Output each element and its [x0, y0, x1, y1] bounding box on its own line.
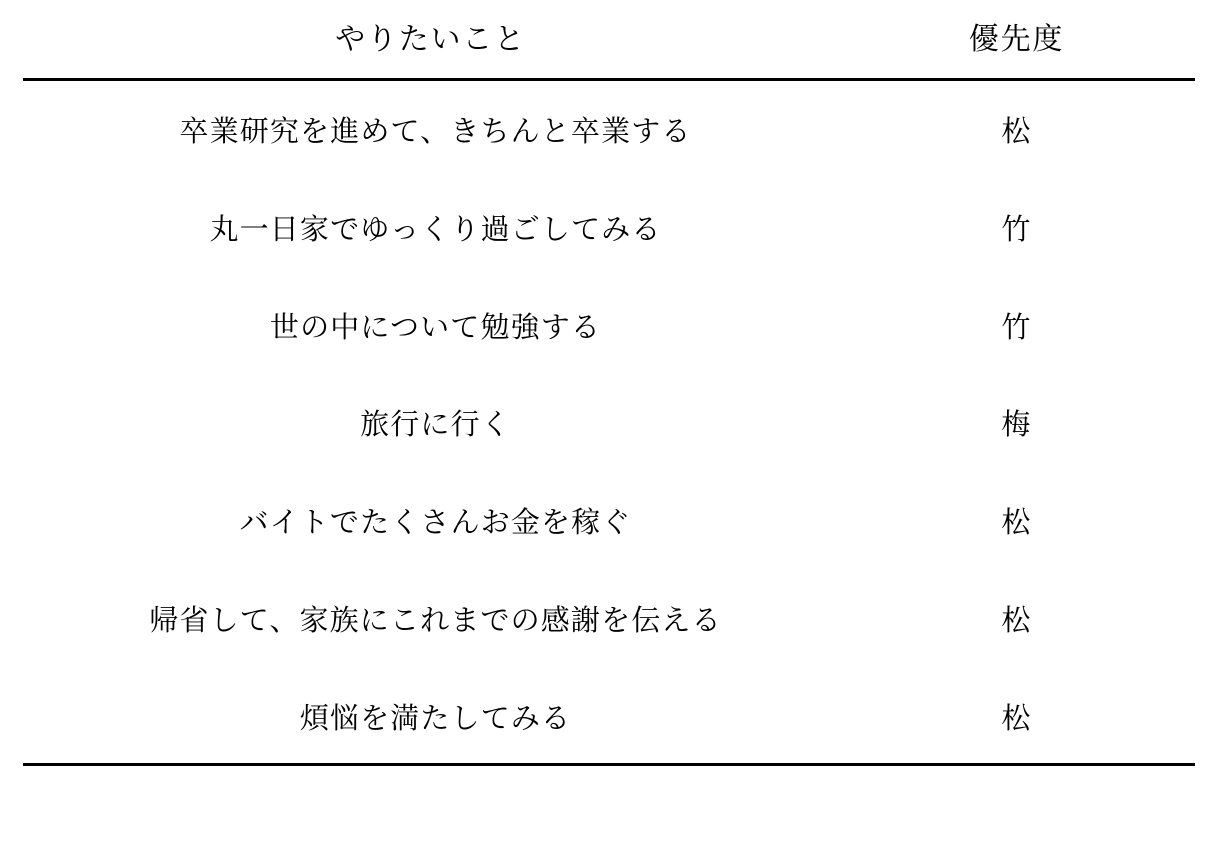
table-row [23, 279, 1195, 377]
cell-priority: 竹 [1001, 311, 1032, 344]
cell-task: 丸一日家でゆっくり過ごしてみる [209, 213, 662, 246]
table-bottom-border-left [23, 764, 839, 766]
cell-task: 旅行に行く [360, 409, 511, 442]
cell-task: 卒業研究を進めて、きちんと卒業する [179, 116, 692, 148]
table-bottom-border-right [839, 764, 1195, 766]
table-header [23, 0, 1195, 80]
column-header-task: やりたいこと [335, 23, 526, 56]
cell-task: 世の中について勉強する [269, 311, 602, 344]
table-row [23, 572, 1195, 670]
cell-priority: 梅 [1001, 409, 1032, 442]
table-row [23, 376, 1195, 474]
table-bottom-border-row [23, 764, 1195, 766]
cell-task: 帰省して、家族にこれまでの感謝を伝える [149, 604, 722, 637]
column-header-priority: 優先度 [968, 23, 1065, 56]
table-footer-rule [23, 764, 1195, 766]
table-row [23, 181, 1195, 279]
table-row [23, 474, 1195, 572]
table-row [23, 80, 1195, 181]
cell-priority: 竹 [1001, 213, 1032, 246]
table-body [23, 80, 1195, 765]
cell-priority: 松 [1001, 702, 1032, 735]
priority-table [23, 0, 1195, 766]
cell-task: バイトでたくさんお金を稼ぐ [239, 507, 632, 540]
cell-priority: 松 [1001, 604, 1032, 637]
table-row [23, 670, 1195, 764]
cell-task: 煩悩を満たしてみる [299, 702, 572, 735]
cell-priority: 松 [1001, 507, 1032, 540]
cell-priority: 松 [1001, 116, 1032, 148]
table-header-row [23, 0, 1195, 80]
